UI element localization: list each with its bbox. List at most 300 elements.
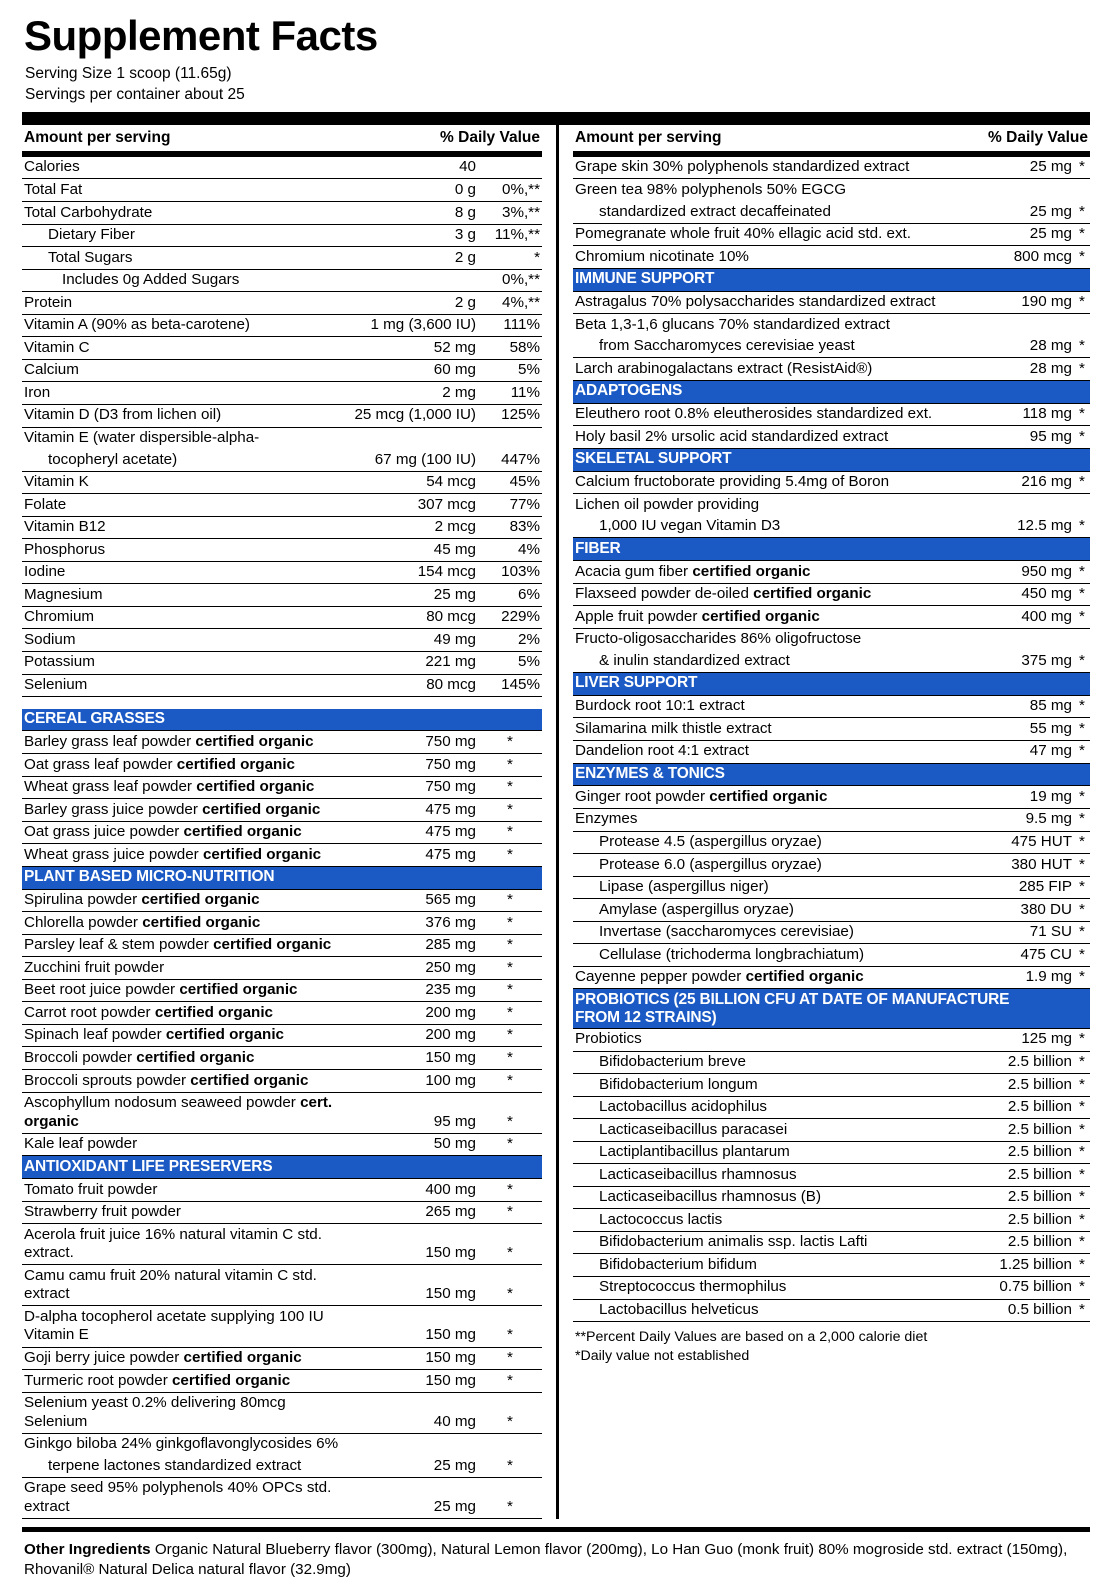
row-label: Silamarina milk thistle extract	[573, 718, 987, 741]
row-amount	[987, 628, 1074, 650]
top-divider-bar	[22, 112, 1090, 125]
row-label: Vitamin B12	[22, 516, 352, 539]
row-amount: 380 HUT	[987, 854, 1074, 877]
section-header	[22, 1156, 542, 1179]
row-label: Cayenne pepper powder certified organic	[573, 966, 987, 989]
table-row	[22, 1455, 542, 1477]
row-label: Wheat grass juice powder certified organic	[22, 844, 352, 867]
table-row	[573, 426, 1090, 449]
row-amount: 8 g	[352, 202, 478, 225]
row-amount: 2.5 billion	[987, 1209, 1074, 1232]
table-row	[22, 247, 542, 270]
row-amount: 60 mg	[352, 359, 478, 382]
row-amount: 49 mg	[352, 629, 478, 652]
row-daily-value: 0%,**	[478, 269, 542, 292]
row-label: Iodine	[22, 561, 352, 584]
row-footnote-marker: *	[1074, 1074, 1090, 1097]
table-row	[22, 1433, 542, 1455]
row-amount: 1.9 mg	[987, 966, 1074, 989]
row-footnote-marker: *	[1074, 403, 1090, 426]
row-label: Lactococcus lactis	[573, 1209, 987, 1232]
table-row	[573, 1051, 1090, 1074]
organic-marker: certified organic	[179, 981, 298, 999]
row-daily-value: 447%	[478, 449, 542, 471]
row-footnote-marker: *	[478, 776, 542, 799]
amount-header-left: Amount per serving	[24, 128, 171, 146]
row-label: Chromium	[22, 606, 352, 629]
row-label: Lacticaseibacillus paracasei	[573, 1119, 987, 1142]
table-row	[573, 157, 1090, 179]
row-label: Protease 6.0 (aspergillus oryzae)	[573, 854, 987, 877]
table-row	[22, 1070, 542, 1093]
row-footnote-marker: *	[478, 1024, 542, 1047]
table-row	[22, 912, 542, 935]
facts-columns	[22, 125, 1090, 1519]
row-label: Total Fat	[22, 179, 352, 202]
row-footnote-marker: *	[1074, 650, 1090, 672]
table-row	[22, 629, 542, 652]
table-row	[22, 359, 542, 382]
section-header-label: ANTIOXIDANT LIFE PRESERVERS	[22, 1156, 542, 1179]
right-facts-table	[573, 157, 1090, 1322]
table-row	[573, 966, 1090, 989]
table-row	[573, 740, 1090, 763]
row-label: Dandelion root 4:1 extract	[573, 740, 987, 763]
row-label: Bifidobacterium animalis ssp. lactis Lafti	[573, 1231, 987, 1254]
row-amount: 307 mcg	[352, 494, 478, 517]
servings-per-container: Servings per container about 25	[25, 86, 245, 104]
section-header	[573, 268, 1090, 291]
row-amount: 52 mg	[352, 337, 478, 360]
row-label: from Saccharomyces cerevisiae yeast	[573, 336, 987, 358]
table-row	[22, 776, 542, 799]
table-row	[573, 718, 1090, 741]
row-footnote-marker: *	[478, 1002, 542, 1025]
row-footnote-marker: *	[1074, 201, 1090, 223]
organic-marker: certified organic	[195, 732, 314, 750]
row-amount: 950 mg	[987, 561, 1074, 584]
row-amount: 750 mg	[352, 776, 478, 799]
row-amount	[987, 179, 1074, 201]
table-row	[22, 449, 542, 471]
organic-marker: certified organic	[154, 1003, 273, 1021]
table-row	[573, 561, 1090, 584]
row-footnote-marker: *	[478, 799, 542, 822]
table-row	[22, 754, 542, 777]
row-amount: 0 g	[352, 179, 478, 202]
row-amount: 285 FIP	[987, 876, 1074, 899]
table-row	[22, 202, 542, 225]
table-row	[573, 1119, 1090, 1142]
row-label: Vitamin K	[22, 471, 352, 494]
row-footnote-marker: *	[1074, 471, 1090, 494]
row-footnote-marker: *	[478, 821, 542, 844]
row-amount: 2.5 billion	[987, 1051, 1074, 1074]
table-row	[22, 1477, 542, 1518]
table-row	[22, 337, 542, 360]
table-row	[22, 606, 542, 629]
right-column	[556, 125, 1090, 1519]
table-row	[22, 1002, 542, 1025]
row-label: Iron	[22, 382, 352, 405]
row-label: Total Carbohydrate	[22, 202, 352, 225]
row-footnote-marker: *	[1074, 223, 1090, 246]
row-amount: 375 mg	[987, 650, 1074, 672]
row-footnote-marker: *	[1074, 876, 1090, 899]
row-amount: 475 mg	[352, 821, 478, 844]
row-label: Kale leaf powder	[22, 1133, 352, 1156]
row-daily-value: 4%,**	[478, 292, 542, 315]
row-amount: 28 mg	[987, 336, 1074, 358]
dv-header-right: % Daily Value	[988, 128, 1088, 146]
row-footnote-marker: *	[478, 1370, 542, 1393]
row-label: Calcium	[22, 359, 352, 382]
row-label: 1,000 IU vegan Vitamin D3	[573, 516, 987, 538]
page-title: Supplement Facts	[24, 12, 378, 59]
row-footnote-marker: *	[478, 1392, 542, 1433]
row-amount: 2 mcg	[352, 516, 478, 539]
right-column-header	[573, 125, 1090, 151]
row-footnote-marker: *	[478, 1477, 542, 1518]
row-footnote-marker: *	[478, 1347, 542, 1370]
row-amount: 2 g	[352, 292, 478, 315]
row-amount	[987, 494, 1074, 516]
organic-marker: certified organic	[136, 1048, 255, 1066]
row-amount: 9.5 mg	[987, 808, 1074, 831]
row-footnote-marker: *	[478, 979, 542, 1002]
row-amount: 25 mcg (1,000 IU)	[352, 404, 478, 427]
table-row	[22, 1265, 542, 1306]
row-amount: 2 g	[352, 247, 478, 270]
row-footnote-marker: *	[478, 1306, 542, 1347]
row-amount: 216 mg	[987, 471, 1074, 494]
row-footnote-marker: *	[1074, 921, 1090, 944]
row-amount: 200 mg	[352, 1024, 478, 1047]
table-row	[22, 561, 542, 584]
table-row	[573, 314, 1090, 336]
left-column	[22, 125, 556, 1519]
row-label: & inulin standardized extract	[573, 650, 987, 672]
row-amount	[352, 427, 478, 449]
section-header	[573, 672, 1090, 695]
row-footnote-marker	[478, 1433, 542, 1455]
row-label: Enzymes	[573, 808, 987, 831]
row-label: Beet root juice powder certified organic	[22, 979, 352, 1002]
row-label: Includes 0g Added Sugars	[22, 269, 352, 292]
table-row	[573, 471, 1090, 494]
row-footnote-marker: *	[1074, 1231, 1090, 1254]
row-footnote-marker: *	[1074, 1209, 1090, 1232]
table-row	[573, 291, 1090, 314]
row-label: Camu camu fruit 20% natural vitamin C std. extract	[22, 1265, 352, 1306]
row-amount: 250 mg	[352, 957, 478, 980]
row-footnote-marker: *	[1074, 1164, 1090, 1187]
row-label: Broccoli sprouts powder certified organic	[22, 1070, 352, 1093]
row-amount: 150 mg	[352, 1047, 478, 1070]
row-amount: 85 mg	[987, 695, 1074, 718]
row-footnote-marker	[1074, 314, 1090, 336]
row-daily-value: 11%	[478, 382, 542, 405]
row-daily-value: 6%	[478, 584, 542, 607]
row-label: Ginkgo biloba 24% ginkgoflavonglycosides 6%	[24, 1435, 339, 1453]
table-row	[573, 944, 1090, 967]
row-label: Lactobacillus acidophilus	[573, 1096, 987, 1119]
row-amount: 2.5 billion	[987, 1186, 1074, 1209]
row-footnote-marker: *	[478, 1179, 542, 1202]
row-amount: 25 mg	[352, 1455, 478, 1477]
row-amount: 25 mg	[987, 157, 1074, 179]
organic-marker: cert. organic	[24, 1094, 333, 1130]
row-amount: 71 SU	[987, 921, 1074, 944]
row-label: standardized extract decaffeinated	[573, 201, 987, 223]
organic-marker: certified organic	[692, 562, 811, 580]
table-row	[573, 899, 1090, 922]
table-row	[22, 1392, 542, 1433]
row-amount: 285 mg	[352, 934, 478, 957]
row-label: Probiotics	[573, 1028, 987, 1051]
row-amount: 2.5 billion	[987, 1074, 1074, 1097]
row-label: Invertase (saccharomyces cerevisiae)	[573, 921, 987, 944]
row-amount: 150 mg	[352, 1265, 478, 1306]
other-ingredients-text: Organic Natural Blueberry flavor (300mg), Natural Lemon flavor (200mg), Lo Han Guo (monk fruit) 80% mogroside std. extract (150mg), Rhovanil® Natural Delica natural flavor (32.9mg)	[24, 1540, 1068, 1579]
row-label: Spirulina powder certified organic	[22, 889, 352, 912]
table-row	[22, 1133, 542, 1156]
row-daily-value	[478, 157, 542, 179]
table-row	[22, 427, 542, 449]
row-footnote-marker: *	[478, 1224, 542, 1265]
row-amount: 150 mg	[352, 1224, 478, 1265]
row-footnote-marker: *	[478, 731, 542, 754]
row-label: Phosphorus	[22, 539, 352, 562]
table-row	[573, 336, 1090, 358]
section-gap-cell	[22, 697, 542, 709]
section-header-label: PROBIOTICS (25 BILLION CFU AT DATE OF MANUFACTURE FROM 12 STRAINS)	[573, 989, 1090, 1029]
table-row	[22, 224, 542, 247]
row-amount: 67 mg (100 IU)	[352, 449, 478, 471]
row-amount: 0.75 billion	[987, 1276, 1074, 1299]
row-label: Magnesium	[22, 584, 352, 607]
section-header	[573, 538, 1090, 561]
row-amount	[352, 1433, 478, 1455]
row-amount: 54 mcg	[352, 471, 478, 494]
row-label: Flaxseed powder de-oiled certified organic	[573, 583, 987, 606]
row-daily-value: 83%	[478, 516, 542, 539]
row-amount: 118 mg	[987, 403, 1074, 426]
row-daily-value: 5%	[478, 651, 542, 674]
row-label: Lipase (aspergillus niger)	[573, 876, 987, 899]
row-daily-value: 77%	[478, 494, 542, 517]
table-row	[22, 179, 542, 202]
row-amount: 25 mg	[987, 223, 1074, 246]
row-amount	[352, 269, 478, 292]
row-amount: 380 DU	[987, 899, 1074, 922]
row-label: Vitamin D (D3 from lichen oil)	[22, 404, 352, 427]
row-label: Barley grass juice powder certified organic	[22, 799, 352, 822]
dv-header-left: % Daily Value	[440, 128, 540, 146]
row-daily-value: 58%	[478, 337, 542, 360]
row-footnote-marker: *	[478, 1047, 542, 1070]
row-label: Spinach leaf powder certified organic	[22, 1024, 352, 1047]
table-row	[573, 246, 1090, 269]
row-footnote-marker: *	[1074, 944, 1090, 967]
table-row	[22, 539, 542, 562]
row-amount: 150 mg	[352, 1370, 478, 1393]
table-row	[573, 606, 1090, 629]
row-label: Lactobacillus helveticus	[573, 1299, 987, 1322]
row-label: Grape seed 95% polyphenols 40% OPCs std. extract	[22, 1477, 352, 1518]
row-amount: 2.5 billion	[987, 1164, 1074, 1187]
row-daily-value: 4%	[478, 539, 542, 562]
row-daily-value: 145%	[478, 674, 542, 697]
section-header-label: ENZYMES & TONICS	[573, 763, 1090, 786]
row-amount: 47 mg	[987, 740, 1074, 763]
row-footnote-marker: *	[1074, 1299, 1090, 1322]
table-row	[22, 651, 542, 674]
table-row	[573, 1096, 1090, 1119]
row-label: Amylase (aspergillus oryzae)	[573, 899, 987, 922]
row-amount: 150 mg	[352, 1306, 478, 1347]
row-label: Sodium	[22, 629, 352, 652]
table-row	[22, 1224, 542, 1265]
row-amount: 400 mg	[352, 1179, 478, 1202]
table-row	[22, 1306, 542, 1347]
table-row	[573, 786, 1090, 809]
row-amount: 95 mg	[987, 426, 1074, 449]
table-row	[573, 494, 1090, 516]
row-footnote-marker: *	[478, 912, 542, 935]
table-row	[22, 1370, 542, 1393]
row-label: Bifidobacterium longum	[573, 1074, 987, 1097]
row-label: Folate	[22, 494, 352, 517]
row-footnote-marker: *	[478, 1265, 542, 1306]
row-footnote-marker: *	[1074, 1186, 1090, 1209]
row-label: Wheat grass leaf powder certified organic	[22, 776, 352, 799]
row-amount: 95 mg	[352, 1092, 478, 1133]
row-footnote-marker	[1074, 494, 1090, 516]
row-footnote-marker: *	[478, 1070, 542, 1093]
row-amount: 28 mg	[987, 358, 1074, 381]
table-row	[573, 854, 1090, 877]
table-row	[573, 1276, 1090, 1299]
row-amount: 80 mcg	[352, 674, 478, 697]
table-row	[22, 269, 542, 292]
organic-marker: certified organic	[171, 1371, 291, 1389]
row-footnote-marker: *	[1074, 740, 1090, 763]
section-header	[22, 709, 542, 731]
row-amount: 19 mg	[987, 786, 1074, 809]
section-header-label: ADAPTOGENS	[573, 380, 1090, 403]
row-daily-value: 103%	[478, 561, 542, 584]
row-daily-value: 5%	[478, 359, 542, 382]
table-row	[573, 1141, 1090, 1164]
row-amount: 265 mg	[352, 1201, 478, 1224]
row-daily-value: *	[478, 247, 542, 270]
table-row	[22, 157, 542, 179]
table-row	[22, 1201, 542, 1224]
table-row	[22, 314, 542, 337]
row-label: Astragalus 70% polysaccharides standardized extract	[573, 291, 987, 314]
table-row	[573, 179, 1090, 201]
row-daily-value: 125%	[478, 404, 542, 427]
table-row	[573, 516, 1090, 538]
table-row	[573, 1231, 1090, 1254]
organic-marker: certified organic	[141, 891, 260, 909]
row-amount: 80 mcg	[352, 606, 478, 629]
section-header-label: LIVER SUPPORT	[573, 672, 1090, 695]
row-label: Lacticaseibacillus rhamnosus	[573, 1164, 987, 1187]
row-footnote-marker: *	[1074, 718, 1090, 741]
organic-marker: certified organic	[709, 787, 828, 805]
row-footnote-marker: *	[1074, 583, 1090, 606]
row-label: Calcium fructoborate providing 5.4mg of Boron	[573, 471, 987, 494]
row-footnote-marker: *	[478, 754, 542, 777]
organic-marker: certified organic	[202, 800, 321, 818]
row-label: Bifidobacterium bifidum	[573, 1254, 987, 1277]
section-header-label: PLANT BASED MICRO-NUTRITION	[22, 866, 542, 889]
row-daily-value	[478, 427, 542, 449]
row-label: Carrot root powder certified organic	[22, 1002, 352, 1025]
row-label: Broccoli powder certified organic	[22, 1047, 352, 1070]
row-footnote-marker: *	[478, 1455, 542, 1477]
row-amount: 235 mg	[352, 979, 478, 1002]
section-gap	[22, 697, 542, 709]
row-footnote-marker: *	[478, 1201, 542, 1224]
row-footnote-marker: *	[1074, 291, 1090, 314]
row-label: Fructo-oligosaccharides 86% oligofructose	[575, 630, 862, 648]
table-row	[22, 1092, 542, 1133]
row-amount: 475 CU	[987, 944, 1074, 967]
row-footnote-marker: *	[1074, 358, 1090, 381]
row-footnote-marker	[1074, 628, 1090, 650]
row-daily-value: 11%,**	[478, 224, 542, 247]
row-label: Dietary Fiber	[22, 224, 352, 247]
row-label: Bifidobacterium breve	[573, 1051, 987, 1074]
row-amount: 1 mg (3,600 IU)	[352, 314, 478, 337]
row-label: Lactiplantibacillus plantarum	[573, 1141, 987, 1164]
row-label: D-alpha tocopherol acetate supplying 100 IU Vitamin E	[22, 1306, 352, 1347]
row-footnote-marker: *	[1074, 695, 1090, 718]
row-footnote-marker: *	[1074, 1141, 1090, 1164]
table-row	[573, 695, 1090, 718]
row-footnote-marker: *	[1074, 854, 1090, 877]
row-amount	[987, 314, 1074, 336]
row-label: Tomato fruit powder	[22, 1179, 352, 1202]
row-label: Larch arabinogalactans extract (ResistAid®)	[573, 358, 987, 381]
row-amount: 100 mg	[352, 1070, 478, 1093]
row-amount: 190 mg	[987, 291, 1074, 314]
table-row	[22, 979, 542, 1002]
row-label: Lacticaseibacillus rhamnosus (B)	[573, 1186, 987, 1209]
row-label: Total Sugars	[22, 247, 352, 270]
row-label: Protein	[22, 292, 352, 315]
table-row	[573, 358, 1090, 381]
row-amount: 25 mg	[987, 201, 1074, 223]
row-footnote-marker: *	[1074, 1276, 1090, 1299]
row-amount: 125 mg	[987, 1028, 1074, 1051]
section-header	[573, 448, 1090, 471]
row-amount: 2.5 billion	[987, 1119, 1074, 1142]
table-row	[573, 1164, 1090, 1187]
table-row	[22, 821, 542, 844]
row-amount: 800 mcg	[987, 246, 1074, 269]
row-label: Streptococcus thermophilus	[573, 1276, 987, 1299]
row-amount: 750 mg	[352, 731, 478, 754]
organic-marker: certified organic	[701, 607, 820, 625]
row-daily-value: 111%	[478, 314, 542, 337]
row-label: Cellulase (trichoderma longbrachiatum)	[573, 944, 987, 967]
row-amount: 2.5 billion	[987, 1096, 1074, 1119]
row-footnote-marker: *	[1074, 561, 1090, 584]
